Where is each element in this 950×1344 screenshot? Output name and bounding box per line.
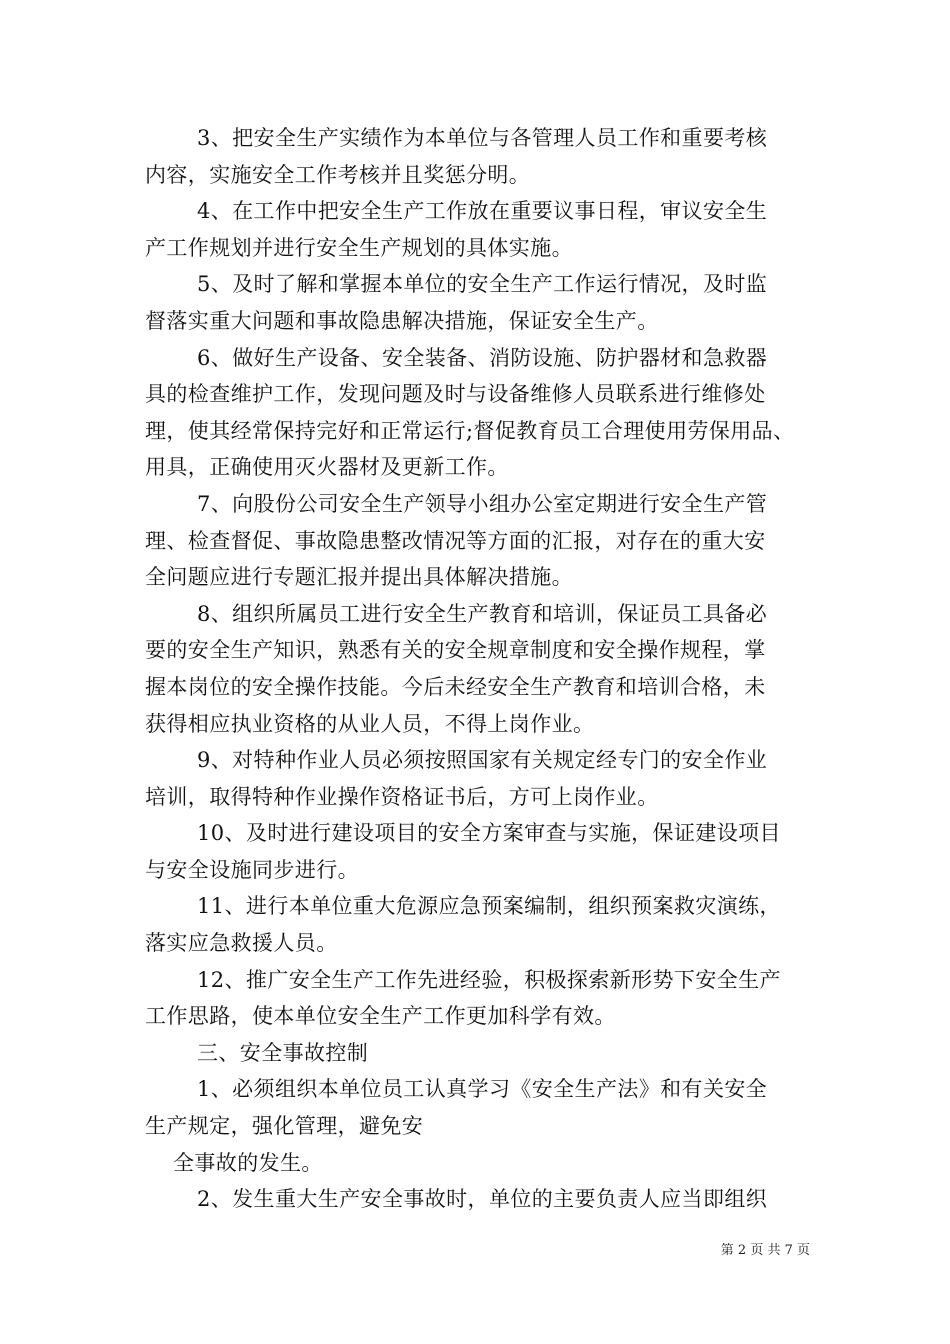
paragraph-line: 全事故的发生。 [173, 1150, 323, 1175]
paragraph-8 [145, 596, 809, 742]
paragraph-line: 具的检查维护工作，发现问题及时与设备维修人员联系进行维修处 [145, 382, 766, 407]
paragraph-line: 产工作规划并进行安全生产规划的具体实施。 [145, 235, 573, 260]
paragraph-line: 生产规定，强化管理，避免安 [145, 1114, 424, 1139]
section-paragraph-1 [145, 1071, 809, 1144]
paragraph-line: 工作思路，使本单位安全生产工作更加科学有效。 [145, 1004, 616, 1029]
paragraph-11 [145, 888, 809, 961]
paragraph-line: 握本岗位的安全操作技能。今后未经安全生产教育和培训合格，未 [145, 674, 766, 699]
paragraph-line: 3、把安全生产实绩作为本单位与各管理人员工作和重要考核 [197, 126, 768, 150]
paragraph-line: 4、在工作中把安全生产工作放在重要议事日程，审议安全生 [197, 199, 768, 224]
paragraph-line: 7、向股份公司安全生产领导小组办公室定期进行安全生产管 [197, 491, 768, 516]
paragraph-line: 2、发生重大生产安全事故时，单位的主要负责人应当即组织 [197, 1187, 768, 1212]
paragraph-line: 培训，取得特种作业操作资格证书后，方可上岗作业。 [145, 784, 659, 809]
paragraph-9 [145, 742, 809, 815]
paragraph-line: 督落实重大问题和事故隐患解决措施，保证安全生产。 [145, 308, 659, 333]
paragraph-line: 5、及时了解和掌握本单位的安全生产工作运行情况，及时监 [197, 272, 768, 297]
paragraph-line: 与安全设施同步进行。 [145, 857, 359, 882]
paragraph-line: 12、推广安全生产工作先进经验，积极探索新形势下安全生产 [197, 967, 781, 992]
paragraph-line: 9、对特种作业人员必须按照国家有关规定经专门的安全作业 [197, 748, 768, 773]
section-paragraph-1-continuation [145, 1145, 809, 1182]
page-number-footer: 第 2 页 共 7 页 [720, 1243, 810, 1258]
section-paragraph-2 [145, 1181, 809, 1218]
paragraph-line: 理、检查督促、事故隐患整改情况等方面的汇报，对存在的重大安 [145, 528, 766, 553]
paragraph-line: 理，使其经常保持完好和正常运行;督促教育员工合理使用劳保用品、 [145, 418, 795, 443]
paragraph-line: 10、及时进行建设项目的安全方案审查与实施，保证建设项目 [197, 821, 781, 846]
paragraph-line: 6、做好生产设备、安全装备、消防设施、防护器材和急救器 [197, 345, 768, 370]
document-body [145, 120, 809, 1218]
paragraph-line: 全问题应进行专题汇报并提出具体解决措施。 [145, 565, 573, 590]
paragraph-line: 获得相应执业资格的从业人员，不得上岗作业。 [145, 711, 595, 736]
paragraph-3 [145, 120, 809, 193]
paragraph-line: 1、必须组织本单位员工认真学习《安全生产法》和有关安全 [197, 1077, 768, 1102]
paragraph-12 [145, 962, 809, 1035]
paragraph-6 [145, 340, 809, 486]
paragraph-line: 要的安全生产知识，熟悉有关的安全规章制度和安全操作规程，掌 [145, 638, 766, 663]
paragraph-10 [145, 815, 809, 888]
paragraph-line: 落实应急救援人员。 [145, 931, 338, 956]
paragraph-line: 11、进行本单位重大危源应急预案编制，组织预案救灾演练， [197, 894, 781, 919]
paragraph-5 [145, 266, 809, 339]
paragraph-4 [145, 193, 809, 266]
paragraph-line: 8、组织所属员工进行安全生产教育和培训，保证员工具备必 [197, 601, 768, 626]
paragraph-line: 内容，实施安全工作考核并且奖惩分明。 [145, 162, 531, 187]
section-heading: 三、安全事故控制 [197, 1040, 369, 1065]
paragraph-7 [145, 486, 809, 596]
paragraph-line: 用具，正确使用灭火器材及更新工作。 [145, 455, 509, 480]
